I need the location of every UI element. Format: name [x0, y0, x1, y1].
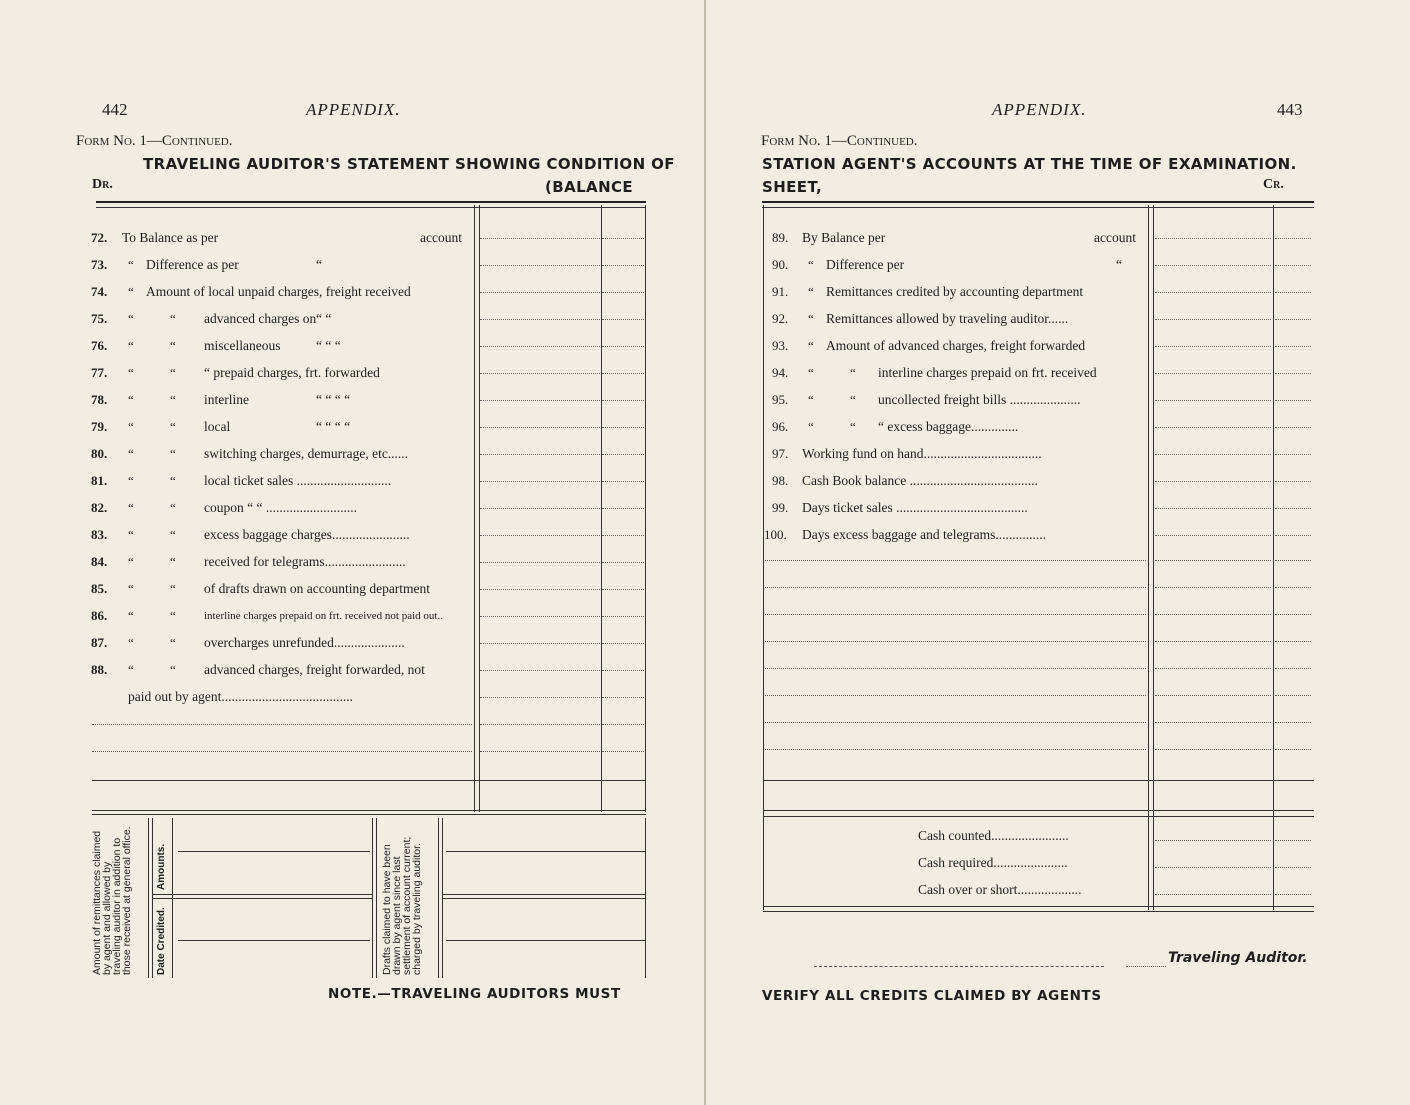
amount-line	[1155, 319, 1271, 320]
amount-line	[480, 562, 600, 563]
blank-line	[92, 751, 472, 752]
row-tail: “	[316, 257, 322, 272]
cents-line	[602, 616, 644, 617]
table-row	[706, 363, 1410, 390]
row-number: 97.	[772, 446, 789, 461]
amount-line	[1155, 481, 1271, 482]
form-label: Form No. 1—Continued.	[76, 133, 233, 149]
amount-line	[1155, 614, 1271, 615]
cents-line	[602, 589, 644, 590]
ditto-mark: “	[170, 338, 176, 353]
row-label: Difference as per	[146, 257, 239, 272]
row-number: 99.	[772, 500, 789, 515]
amount-line	[1155, 587, 1271, 588]
amount-line	[480, 373, 600, 374]
amount-line	[480, 238, 600, 239]
table-row	[706, 444, 1410, 471]
cents-line	[602, 670, 644, 671]
ditto-mark: “	[128, 662, 134, 677]
row-label: interline charges prepaid on frt. received not paid out..	[204, 610, 443, 622]
row-label: coupon “ “ ...........................	[204, 500, 357, 515]
amount-line	[480, 643, 600, 644]
left-page	[0, 0, 704, 1105]
amount-line	[480, 400, 600, 401]
footer-note: VERIFY ALL CREDITS CLAIMED BY AGENTS	[762, 988, 1102, 1004]
cents-line	[1275, 346, 1311, 347]
row-number: 92.	[772, 311, 789, 326]
table-row	[706, 525, 1410, 552]
row-number: 81.	[91, 473, 108, 488]
row-label: paid out by agent.......................................	[128, 689, 353, 704]
row-label: Remittances credited by accounting department	[826, 284, 1084, 299]
table-row	[0, 606, 704, 633]
ditto-mark: “	[808, 392, 814, 407]
cents-line	[1275, 319, 1311, 320]
amount-line	[480, 724, 600, 725]
signature-line: Traveling Auditor.	[1168, 950, 1308, 966]
table-row	[0, 552, 704, 579]
table-row	[0, 390, 704, 417]
amount-line	[1155, 641, 1271, 642]
amount-line	[480, 508, 600, 509]
ditto-mark: “	[170, 554, 176, 569]
column-label-cr: Cr.	[1263, 177, 1284, 192]
amount-line	[1155, 427, 1271, 428]
amount-line	[1155, 265, 1271, 266]
row-number: 96.	[772, 419, 789, 434]
table-row	[0, 498, 704, 525]
ditto-mark: “	[128, 419, 134, 434]
row-label: excess baggage charges.......................	[204, 527, 410, 542]
running-head: APPENDIX.	[992, 100, 1087, 119]
ditto-mark: “	[128, 527, 134, 542]
row-number: 89.	[772, 230, 789, 245]
row-number: 100.	[764, 527, 787, 542]
amount-line	[480, 265, 600, 266]
row-label: overcharges unrefunded.....................	[204, 635, 405, 650]
row-label: “ excess baggage..............	[878, 419, 1019, 434]
blank-line	[765, 668, 1146, 669]
table-row	[706, 390, 1410, 417]
row-label: of drafts drawn on accounting department	[204, 581, 431, 596]
drafts-label: Drafts claimed to have been drawn by agent since last settlement of account current; charged by traveling auditor.	[381, 836, 423, 975]
table-row	[0, 687, 704, 714]
row-number: 87.	[91, 635, 108, 650]
amount-line	[480, 535, 600, 536]
row-label: Amount of advanced charges, freight forwarded	[826, 338, 1086, 353]
remittances-label: Amount of remittances claimed by agent and allowed by traveling auditor in addition to those received at general office.	[91, 826, 133, 975]
cents-line	[1275, 587, 1311, 588]
footer-note: NOTE.—TRAVELING AUDITORS MUST	[328, 986, 621, 1002]
page-title: STATION AGENT'S ACCOUNTS AT THE TIME OF EXAMINATION.	[762, 155, 1297, 173]
blank-line	[765, 749, 1146, 750]
amount-line	[480, 319, 600, 320]
ditto-mark: “	[170, 500, 176, 515]
row-label: Difference per	[826, 257, 905, 272]
table-row	[0, 336, 704, 363]
ditto-mark: “	[808, 257, 814, 272]
ditto-mark: “	[128, 392, 134, 407]
title-continued: (BALANCE	[545, 178, 634, 196]
ditto-mark: “	[170, 473, 176, 488]
page-number: 443	[1277, 100, 1303, 119]
ditto-mark: “	[128, 473, 134, 488]
blank-line	[765, 587, 1146, 588]
row-tail: “ “ “ “	[316, 392, 351, 407]
ditto-mark: “	[128, 554, 134, 569]
row-number: 95.	[772, 392, 789, 407]
ditto-mark: “	[128, 365, 134, 380]
right-page	[706, 0, 1410, 1105]
row-label: advanced charges, freight forwarded, not	[204, 662, 425, 677]
running-head: APPENDIX.	[306, 100, 401, 119]
row-label: interline	[204, 392, 249, 407]
ditto-mark: “	[128, 581, 134, 596]
table-row	[0, 228, 704, 255]
row-tail: “	[1116, 257, 1122, 272]
amount-line	[480, 697, 600, 698]
ditto-mark: “	[170, 635, 176, 650]
ditto-mark: “	[128, 284, 134, 299]
amount-line	[1155, 668, 1271, 669]
row-number: 86.	[91, 608, 108, 623]
cents-line	[602, 346, 644, 347]
ditto-mark: “	[170, 608, 176, 623]
row-tail: “ “ “	[316, 338, 341, 353]
row-label: Amount of local unpaid charges, freight received	[146, 284, 411, 299]
row-number: 82.	[91, 500, 108, 515]
table-row	[706, 282, 1410, 309]
amount-line	[1155, 346, 1271, 347]
cash-line-label: Cash over or short...................	[918, 882, 1082, 897]
row-label: Cash Book balance ......................................	[802, 473, 1038, 488]
table-row	[0, 660, 704, 687]
cents-line	[602, 319, 644, 320]
row-number: 74.	[91, 284, 108, 299]
amount-line	[480, 751, 600, 752]
table-row	[0, 579, 704, 606]
cents-line	[602, 481, 644, 482]
amount-line	[480, 292, 600, 293]
row-number: 72.	[91, 230, 108, 245]
page-number: 442	[102, 100, 128, 119]
ditto-mark: “	[808, 419, 814, 434]
cents-line	[602, 454, 644, 455]
row-number: 80.	[91, 446, 108, 461]
amount-line	[480, 589, 600, 590]
cents-line	[602, 508, 644, 509]
amount-line	[1155, 722, 1271, 723]
row-number: 94.	[772, 365, 789, 380]
row-number: 83.	[91, 527, 108, 542]
table-row	[0, 471, 704, 498]
row-label: “ prepaid charges, frt. forwarded	[204, 365, 380, 380]
table-row	[706, 471, 1410, 498]
row-label: uncollected freight bills .....................	[878, 392, 1081, 407]
ditto-mark: “	[128, 257, 134, 272]
cents-line	[602, 373, 644, 374]
amount-line	[1155, 373, 1271, 374]
row-number: 76.	[91, 338, 108, 353]
table-row	[0, 633, 704, 660]
cents-line	[1275, 535, 1311, 536]
amount-line	[1155, 454, 1271, 455]
table-row	[706, 417, 1410, 444]
blank-line	[92, 724, 472, 725]
ditto-mark: “	[808, 284, 814, 299]
row-label: Days ticket sales .......................................	[802, 500, 1028, 515]
row-number: 73.	[91, 257, 108, 272]
blank-line	[765, 641, 1146, 642]
table-row	[0, 444, 704, 471]
row-label: To Balance as per	[122, 230, 219, 245]
ditto-mark: “	[850, 392, 856, 407]
ditto-mark: “	[170, 419, 176, 434]
ditto-mark: “	[128, 311, 134, 326]
ditto-mark: “	[170, 392, 176, 407]
table-row	[0, 525, 704, 552]
cents-line	[602, 724, 644, 725]
cents-line	[1275, 614, 1311, 615]
cents-line	[1275, 668, 1311, 669]
cents-line	[1275, 560, 1311, 561]
cents-line	[602, 427, 644, 428]
row-number: 91.	[772, 284, 789, 299]
page-title: TRAVELING AUDITOR'S STATEMENT SHOWING CONDITION OF	[143, 155, 675, 173]
row-number: 79.	[91, 419, 108, 434]
blank-line	[765, 560, 1146, 561]
ditto-mark: “	[808, 365, 814, 380]
table-row	[0, 309, 704, 336]
blank-line	[765, 695, 1146, 696]
cents-line	[1275, 894, 1311, 895]
cents-line	[1275, 722, 1311, 723]
amount-line	[480, 427, 600, 428]
cents-line	[1275, 508, 1311, 509]
amount-line	[480, 454, 600, 455]
cents-line	[602, 400, 644, 401]
ditto-mark: “	[850, 419, 856, 434]
row-number: 93.	[772, 338, 789, 353]
table-row	[706, 309, 1410, 336]
row-number: 75.	[91, 311, 108, 326]
cents-line	[1275, 454, 1311, 455]
cents-line	[1275, 427, 1311, 428]
row-number: 84.	[91, 554, 108, 569]
ditto-mark: “	[170, 581, 176, 596]
row-label: local	[204, 419, 231, 434]
cents-line	[1275, 373, 1311, 374]
cents-line	[602, 562, 644, 563]
ditto-mark: “	[170, 662, 176, 677]
ditto-mark: “	[128, 500, 134, 515]
cents-line	[602, 535, 644, 536]
table-row	[706, 228, 1410, 255]
row-label: received for telegrams........................	[204, 554, 406, 569]
blank-line	[765, 614, 1146, 615]
date-credited-label: Date Credited.	[156, 907, 167, 975]
amount-line	[1155, 508, 1271, 509]
amount-line	[480, 481, 600, 482]
cents-line	[602, 643, 644, 644]
cents-line	[1275, 867, 1311, 868]
row-label: local ticket sales ............................	[204, 473, 392, 488]
amount-line	[1155, 695, 1271, 696]
cents-line	[1275, 265, 1311, 266]
amount-line	[1155, 867, 1271, 868]
row-number: 98.	[772, 473, 789, 488]
cents-line	[1275, 749, 1311, 750]
cents-line	[1275, 238, 1311, 239]
row-label: Days excess baggage and telegrams...............	[802, 527, 1047, 542]
row-label: Remittances allowed by traveling auditor......	[826, 311, 1069, 326]
table-row	[706, 336, 1410, 363]
table-row	[706, 498, 1410, 525]
form-label: Form No. 1—Continued.	[761, 133, 918, 149]
row-number: 88.	[91, 662, 108, 677]
amount-line	[480, 346, 600, 347]
ditto-mark: “	[808, 338, 814, 353]
amounts-label: Amounts.	[156, 843, 167, 890]
row-tail: “ “	[316, 311, 332, 326]
row-tail: “ “ “ “	[316, 419, 351, 434]
cents-line	[602, 238, 644, 239]
cents-line	[1275, 481, 1311, 482]
table-row	[0, 282, 704, 309]
amount-line	[1155, 749, 1271, 750]
amount-line	[1155, 894, 1271, 895]
cents-line	[1275, 695, 1311, 696]
blank-line	[765, 722, 1146, 723]
ditto-mark: “	[128, 608, 134, 623]
row-tail: account	[1094, 230, 1136, 245]
row-tail: account	[420, 230, 462, 245]
ditto-mark: “	[128, 338, 134, 353]
cents-line	[602, 697, 644, 698]
table-row	[0, 255, 704, 282]
amount-line	[480, 616, 600, 617]
cents-line	[602, 265, 644, 266]
ditto-mark: “	[170, 311, 176, 326]
amount-line	[1155, 292, 1271, 293]
ditto-mark: “	[170, 365, 176, 380]
table-row	[706, 255, 1410, 282]
ditto-mark: “	[170, 446, 176, 461]
cash-line-label: Cash counted.......................	[918, 828, 1069, 843]
row-number: 85.	[91, 581, 108, 596]
amount-line	[1155, 400, 1271, 401]
amount-line	[1155, 840, 1271, 841]
cents-line	[1275, 840, 1311, 841]
cash-line-label: Cash required......................	[918, 855, 1068, 870]
ditto-mark: “	[128, 635, 134, 650]
title-continued: SHEET,	[762, 178, 823, 196]
row-label: interline charges prepaid on frt. received	[878, 365, 1097, 380]
amount-line	[1155, 560, 1271, 561]
table-row	[0, 363, 704, 390]
cents-line	[602, 751, 644, 752]
ditto-mark: “	[808, 311, 814, 326]
cents-line	[1275, 400, 1311, 401]
cents-line	[602, 292, 644, 293]
ditto-mark: “	[850, 365, 856, 380]
amount-line	[480, 670, 600, 671]
row-label: By Balance per	[802, 230, 886, 245]
ditto-mark: “	[170, 527, 176, 542]
cents-line	[1275, 292, 1311, 293]
column-label-dr: Dr.	[92, 177, 113, 192]
row-number: 78.	[91, 392, 108, 407]
amount-line	[1155, 535, 1271, 536]
row-number: 90.	[772, 257, 789, 272]
row-label: advanced charges on	[204, 311, 317, 326]
ditto-mark: “	[128, 446, 134, 461]
row-label: switching charges, demurrage, etc......	[204, 446, 409, 461]
table-row	[0, 417, 704, 444]
row-label: miscellaneous	[204, 338, 281, 353]
row-label: Working fund on hand...................................	[802, 446, 1042, 461]
cents-line	[1275, 641, 1311, 642]
row-number: 77.	[91, 365, 108, 380]
amount-line	[1155, 238, 1271, 239]
